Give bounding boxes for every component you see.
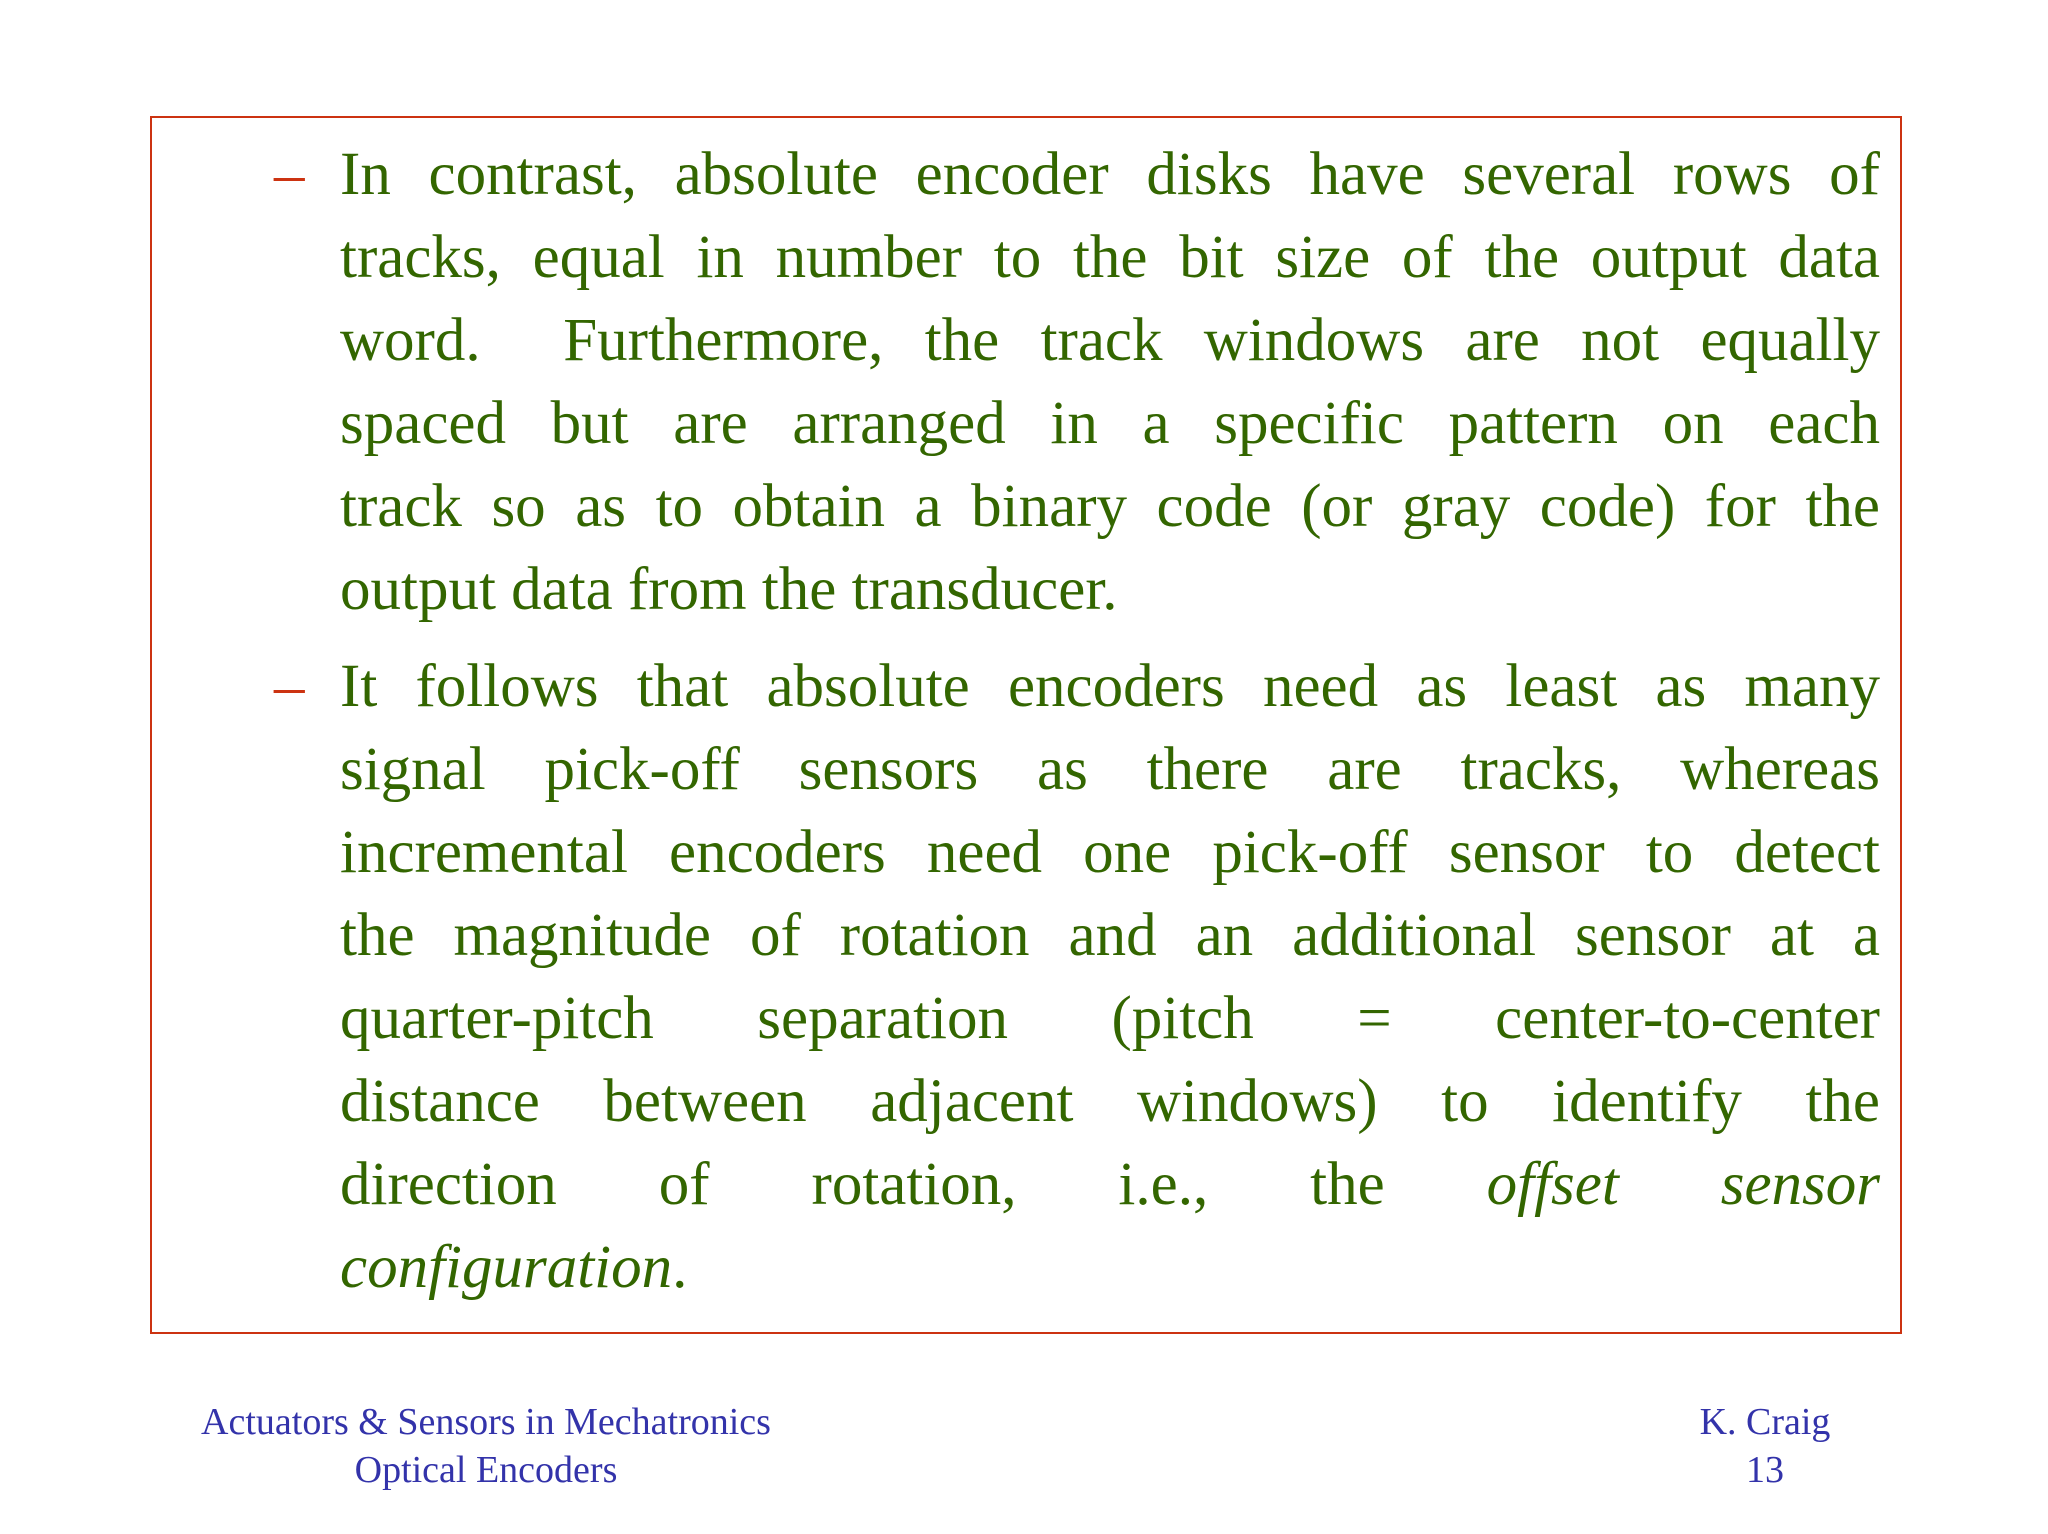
emphasized-term: offset sensor (1486, 1151, 1881, 1218)
bullet-absolute-encoder-disks (274, 133, 1880, 631)
bullet-text-fragment: . (672, 1234, 688, 1301)
bullet-text-line: word. Furthermore, the track windows are not equally (340, 307, 1880, 374)
footer-course-title: Actuators & Sensors in Mechatronics (201, 1401, 771, 1443)
bullet-text-line: track so as to obtain a binary code (or gray code) for the (340, 473, 1880, 540)
bullet-text-line: tracks, equal in number to the bit size of the output data (340, 224, 1880, 291)
footer-course-info (176, 1398, 796, 1494)
bullet-text-line: In contrast, absolute encoder disks have several rows of (340, 141, 1880, 208)
bullet-text-line: distance between adjacent windows) to identify the (340, 1068, 1880, 1135)
bullet-dash-marker: – (274, 653, 305, 720)
bullet-text-fragment: direction of rotation, i.e., the (340, 1151, 1385, 1218)
bullet-text-line: quarter-pitch separation (pitch = center-to-center (340, 985, 1880, 1052)
page-number: 13 (1746, 1449, 1784, 1491)
bullet-dash-marker: – (274, 141, 305, 208)
bullet-text-line: It follows that absolute encoders need as least as many (340, 653, 1880, 720)
bullet-text-line-mixed (340, 1226, 1880, 1309)
footer-author-info (1680, 1398, 1850, 1494)
bullet-text-line: output data from the transducer. (340, 556, 1118, 623)
emphasized-term: configuration (340, 1234, 673, 1301)
bullet-sensor-requirements (274, 645, 1881, 1309)
bullet-text-line: spaced but are arranged in a specific pattern on each (340, 390, 1880, 457)
bullet-text-line-mixed (340, 1143, 1880, 1226)
footer-topic: Optical Encoders (354, 1449, 618, 1491)
bullet-text-line: the magnitude of rotation and an additional sensor at a (340, 902, 1880, 969)
bullet-text-line: incremental encoders need one pick-off sensor to detect (340, 819, 1880, 886)
bullet-text-line: signal pick-off sensors as there are tracks, whereas (340, 736, 1880, 803)
footer-author: K. Craig (1699, 1401, 1831, 1443)
